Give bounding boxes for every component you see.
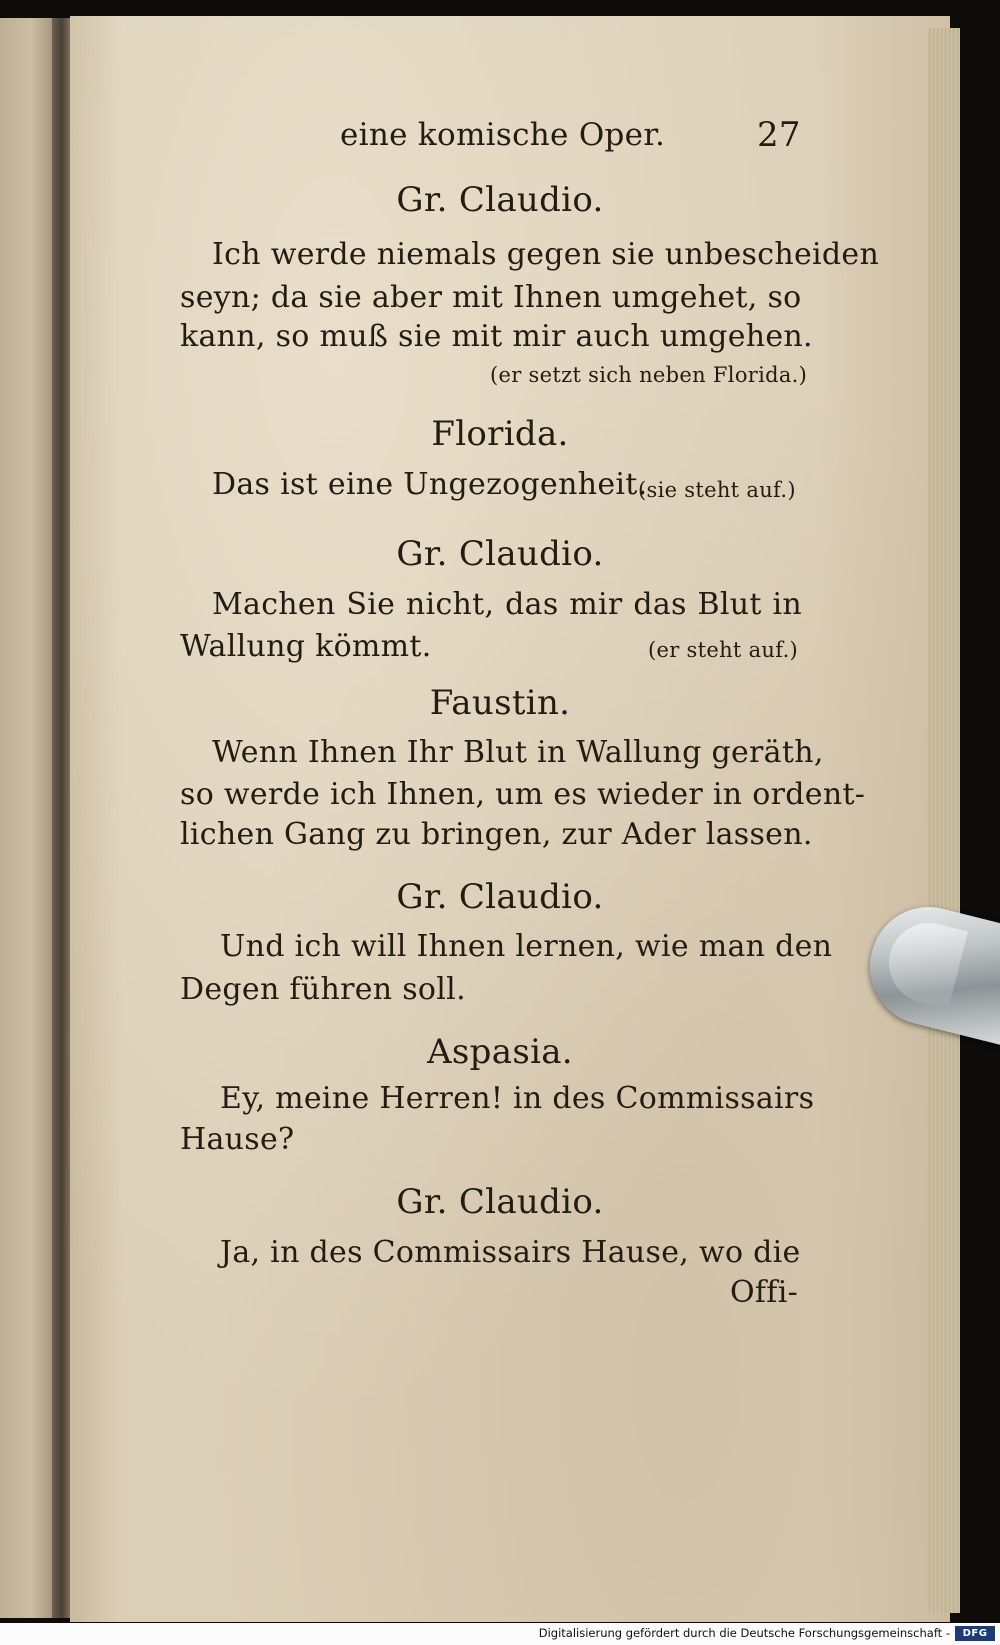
running-header-title: eine komische Oper. [340,117,666,153]
speaker-name: Aspasia. [427,1032,573,1072]
book-gutter [52,18,72,1618]
speaker-name: Gr. Claudio. [396,180,604,220]
speaker-name: Gr. Claudio. [396,877,604,917]
left-facing-page-edge [0,18,52,1618]
stage-direction: (er steht auf.) [648,638,799,662]
dialogue-line: Das ist eine Ungezogenheit. [212,467,648,502]
dialogue-line: Ja, in des Commissairs Hause, wo die [220,1235,801,1270]
dialogue-line: lichen Gang zu bringen, zur Ader lassen. [180,817,813,852]
dialogue-line: Hause? [180,1122,295,1157]
dialogue-line: seyn; da sie aber mit Ihnen umgehet, so [180,280,802,315]
page-fore-edge [928,28,960,1613]
dialogue-line: Ey, meine Herren! in des Commissairs [220,1081,815,1116]
dialogue-line: Ich werde niemals gegen sie unbescheiden [212,237,880,272]
dialogue-line: Degen führen soll. [180,972,466,1007]
catchword: Offi- [730,1275,799,1310]
dialogue-line: Und ich will Ihnen lernen, wie man den [220,929,833,964]
dialogue-line: so werde ich Ihnen, um es wieder in ordent- [180,777,866,812]
dialogue-line: Wenn Ihnen Ihr Blut in Wallung geräth, [212,735,824,770]
digitization-footer [0,1623,1000,1645]
speaker-name: Gr. Claudio. [396,534,604,574]
dfg-logo: DFG [955,1626,995,1641]
speaker-name: Faustin. [429,683,571,723]
dialogue-line: Wallung kömmt. [180,629,432,664]
dialogue-line: kann, so muß sie mit mir auch umgehen. [180,319,813,354]
speaker-name: Gr. Claudio. [396,1182,604,1222]
dialogue-line: Machen Sie nicht, das mir das Blut in [212,587,802,622]
footer-credit-text: Digitalisierung gefördert durch die Deutsche Forschungsgemeinschaft - [538,1626,950,1640]
page-clip-highlight [881,915,968,1010]
page-number: 27 [757,115,801,155]
stage-direction: (sie steht auf.) [638,478,796,502]
speaker-name: Florida. [431,414,569,454]
stage-direction: (er setzt sich neben Florida.) [490,363,808,387]
